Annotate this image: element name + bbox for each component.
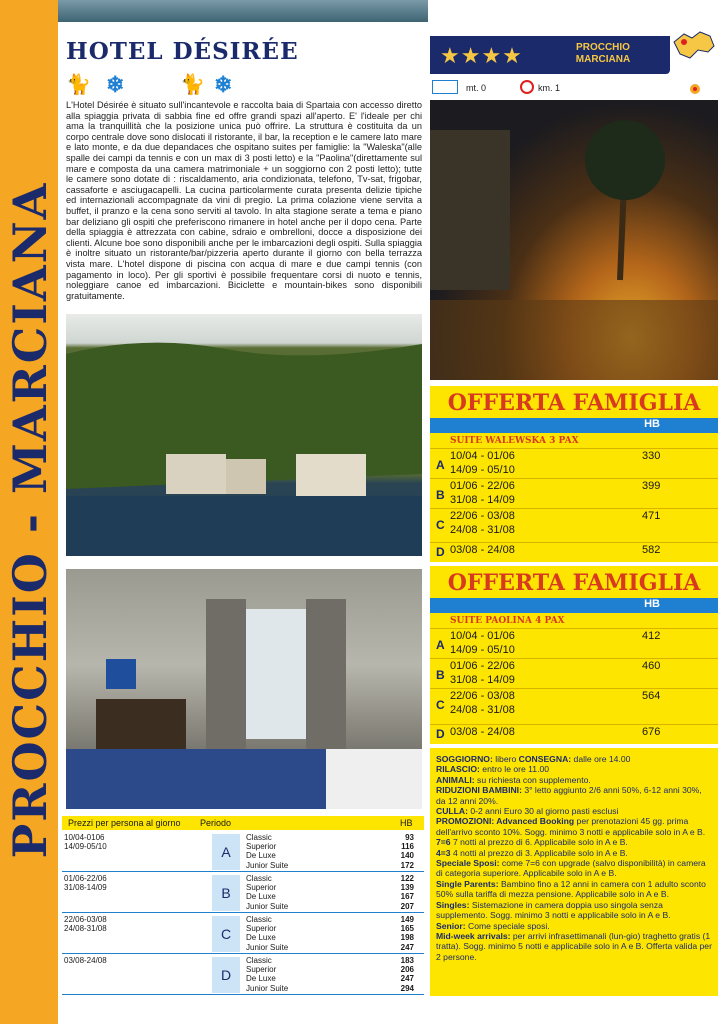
hotel-title: HOTEL DÉSIRÉE [66, 38, 299, 65]
elba-map-icon [670, 28, 718, 72]
coast-illustration [66, 314, 422, 556]
note-line: CULLA: 0-2 anni Euro 30 al giorno pasti esclusi [436, 806, 619, 817]
note-line: Senior: Come speciale sposi. [436, 920, 550, 931]
note-line: RILASCIO: entro le ore 11.00 [436, 764, 550, 775]
offer-title: OFFERTA FAMIGLIA [447, 570, 701, 596]
price-table-header: Prezzi per persona al giorno Periodo HB [62, 816, 424, 830]
offer-row: A 10/04 - 01/06 14/09 - 05/10 412 [430, 628, 718, 658]
note-line: Speciale Sposi: come 7=6 con upgrade (salvo disponibilità) in camera di categoria superiore. Applicabile solo in A e B. [436, 858, 706, 879]
offer-row: D 03/08 - 24/08 582 [430, 542, 718, 558]
note-line: ANIMALI: su richiesta con supplemento. [436, 774, 591, 785]
note-line: PROMOZIONI: Advanced Booking per prenotazioni 45 gg. prima dell'arrivo sconto 10%. Sogg. minimo 3 notti e applicabile solo in A e B. [436, 816, 706, 837]
sea-distance: mt. 0 [466, 83, 487, 93]
note-line: SOGGIORNO: libero CONSEGNA: dalle ore 14.00 [436, 754, 631, 764]
pets-allowed-icon: 🐈 [66, 74, 91, 96]
side-title: PROCCHIO - MARCIANA [3, 181, 57, 859]
offer-row: C 22/06 - 03/08 24/08 - 31/08 564 [430, 688, 718, 718]
sea-distance-icon [432, 80, 458, 94]
top-photo-strip [58, 0, 428, 22]
conditions-notes [430, 748, 718, 996]
night-illustration [430, 100, 718, 380]
offer-row: D 03/08 - 24/08 676 [430, 724, 718, 740]
pets-allowed-icon: 🐈 [180, 74, 205, 96]
hotel-room-photo [66, 569, 422, 809]
flower-icon [686, 80, 704, 98]
price-table-row: 10/04-0106 14/09-05/10 A Classic Superior De Luxe Junior Suite 93 116 140 172 [62, 832, 424, 872]
note-line: Single Parents: Bambino fino a 12 anni in camera con 1 adulto sconto 50% sulla tariffa di mezza pensione. Applicabile solo in A e B. [436, 878, 706, 900]
price-table-row: 01/06-22/06 31/08-14/09 B Classic Superior De Luxe Junior Suite 122 139 167 207 [62, 873, 424, 913]
stars-rating: ★★★★ [440, 43, 523, 68]
offer-hb-header: HB [430, 418, 718, 433]
note-line: 7=6 7 notti al prezzo di 6. Applicabile solo in A e B. [436, 837, 628, 848]
offer-row: A 10/04 - 01/06 14/09 - 05/10 330 [430, 448, 718, 478]
room-illustration [66, 569, 422, 809]
offer-suite-name: SUITE PAOLINA 4 PAX [450, 616, 565, 626]
note-line: 4=3 4 notti al prezzo di 3. Applicabile solo in A e B. [436, 847, 628, 858]
offer-suite-name: SUITE WALEWSKA 3 PAX [450, 436, 579, 446]
center-distance: km. 1 [538, 83, 561, 93]
hotel-coast-photo [66, 314, 422, 556]
center-distance-icon [520, 80, 534, 94]
category-badge [430, 36, 670, 74]
air-conditioning-icon: ❄ [214, 72, 233, 97]
offer-famiglia-walewska [430, 386, 718, 562]
offer-title: OFFERTA FAMIGLIA [447, 390, 701, 416]
distance-row [432, 80, 718, 98]
air-conditioning-icon: ❄ [106, 72, 125, 97]
offer-famiglia-paolina [430, 566, 718, 744]
note-line: RIDUZIONI BAMBINI: 3° letto aggiunto 2/6 anni 50%, 6-12 anni 30%, da 12 anni 20%. [436, 785, 702, 806]
hotel-night-photo [430, 100, 718, 380]
offer-row: B 01/06 - 22/06 31/08 - 14/09 399 [430, 478, 718, 508]
price-table [62, 816, 424, 998]
note-line: Singles: Sistemazione in camera doppia uso singola senza supplemento. Sogg. minimo 3 notti e applicabile solo in A e B. [436, 899, 671, 921]
price-table-row: 03/08-24/08 D Classic Superior De Luxe Junior Suite 183 206 247 294 [62, 955, 424, 995]
offer-row: C 22/06 - 03/08 24/08 - 31/08 471 [430, 508, 718, 538]
offer-row: B 01/06 - 22/06 31/08 - 14/09 460 [430, 658, 718, 688]
offer-hb-header: HB [430, 598, 718, 613]
badge-location: PROCCHIO MARCIANA [575, 42, 631, 65]
price-table-row: 22/06-03/08 24/08-31/08 C Classic Superior De Luxe Junior Suite 149 165 198 247 [62, 914, 424, 954]
hotel-description: L'Hotel Désirée è situato sull'incantevole e raccolta baia di Spartaia con accesso diretto alla spiaggia privata di sabbia fine ed offre grandi spazi all'aperto. E' l'ideale per chi ama la tranquillità che la posizione unica può offrire. La struttura è costituita da un corpo centrale dove sono dislocati il ristorante, il bar, la reception e le camere lato mare e lato monte, e da due depandaces che ospitano suites per famiglie: la "Waleska"(alle spalle dei campi da tennis e con un max di 3 posti letto) e la "Paolina"(direttamente sul mare e composta da una camera matrimoniale + un soggiorno con 2 posti letto); tutte le camere sono dotate di : riscaldamento, aria condizionata, telefono, Tv-sat, frigobar, cassaforte e asciugacapelli. La cucina particolarmente curata presenta delizie tipiche ed internazionali accompagnate da vini di pregio. La prima colazione viene servita a buffet, il pranzo e la cena sono serviti al tavolo. In alta stagione serate a tema e piano bar deliziano gli ospiti che preferiscono rimanere in hotel anche per il dopo cena. Parte della spiaggia è attrezzata con cabine, sdraio e ombrelloni, docce a disposizione dei clienti. Alcune boe sono disponibili anche per le imbarcazioni degli ospiti. Sulla spiaggia è inoltre situato un ristorante/bar/pizzeria aperto durante il giorno con bella terrazza vista mare. L'hotel dispone di piscina con acqua di mare e due campi tennis (con pagamento in loco). Per gli sportivi è possibile frequentare corsi di nuoto e tennis, noleggiare canoe ed imbarcazioni. Biciclette e mountain-bikes sono disponibili gratuitamente. [66, 100, 422, 301]
note-line: Mid-week arrivals: per arrivi infrasettimanali (lun-gio) traghetto gratis (1 tratta). Sogg. minimo 5 notti e applicabile solo in A e B. Offerta valida per 2 persone. [436, 930, 712, 962]
